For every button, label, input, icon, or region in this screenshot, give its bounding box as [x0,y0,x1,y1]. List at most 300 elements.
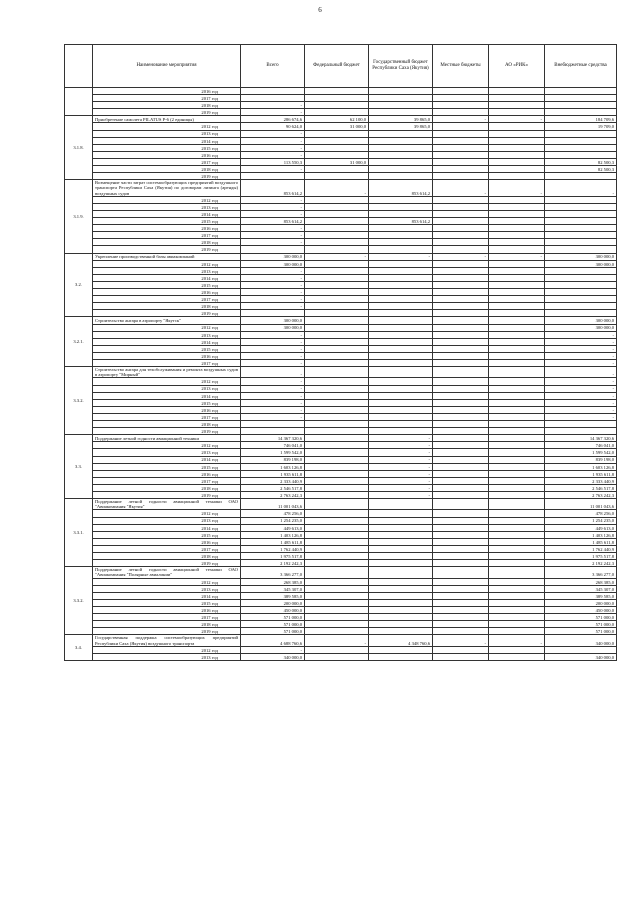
rik-cell [489,123,545,130]
table-row-item [65,499,617,510]
table-row-year [65,421,617,428]
table-row-year [65,345,617,352]
rik-cell [489,392,545,399]
total-cell: 853 614,2 [241,180,305,197]
year-label: 2017 год [93,95,241,102]
rik-cell [489,599,545,606]
republic-cell: 853 614,2 [369,218,433,225]
local-cell [433,331,489,338]
extra-cell [545,310,617,317]
local-cell [433,367,489,378]
republic-cell [369,88,433,95]
total-cell: - [241,211,305,218]
federal-cell [305,324,369,331]
local-cell: - [433,180,489,197]
local-cell [433,491,489,498]
measure-name: Укрепление производственной базы авиакомпаний [93,253,241,260]
rik-cell: - [489,116,545,123]
federal-cell [305,470,369,477]
total-cell: 300 000,0 [241,260,305,267]
year-label: 2019 год [93,173,241,180]
total-cell: - [241,367,305,378]
federal-cell [305,232,369,239]
total-cell: - [241,109,305,116]
total-cell: 113 550,3 [241,158,305,165]
extra-cell [545,239,617,246]
year-label: 2015 год [93,345,241,352]
table-row-item [65,116,617,123]
local-cell [433,628,489,635]
local-cell [433,109,489,116]
year-label: 2013 год [93,385,241,392]
federal-cell [305,578,369,585]
total-cell: 1 603 126,8 [241,463,305,470]
table-row-year [65,239,617,246]
header-extra: Внебюджетные средства [545,45,617,88]
rik-cell [489,456,545,463]
total-cell: 2 546 517,8 [241,484,305,491]
republic-cell [369,166,433,173]
rik-cell [489,267,545,274]
local-cell [433,378,489,385]
table-row-year [65,281,617,288]
table-row-year [65,203,617,210]
year-label: 2019 год [93,109,241,116]
local-cell [433,435,489,442]
extra-cell: 449 613,0 [545,524,617,531]
local-cell: - [433,635,489,646]
extra-cell: 1 254 235,0 [545,517,617,524]
table-row-year [65,413,617,420]
rik-cell [489,260,545,267]
federal-cell: - [305,253,369,260]
extra-cell: 82 500,3 [545,166,617,173]
table-row-item [65,567,617,578]
total-cell: 1 935 611,8 [241,470,305,477]
total-cell: 478 256,0 [241,510,305,517]
table-row-year [65,621,617,628]
table-row-year [65,289,617,296]
total-cell [241,421,305,428]
republic-cell [369,538,433,545]
republic-cell [369,296,433,303]
republic-cell: - [369,456,433,463]
federal-cell [305,531,369,538]
extra-cell: 2 546 517,8 [545,484,617,491]
table-row-year [65,123,617,130]
extra-cell: 2 763 242,3 [545,491,617,498]
table-row-year [65,463,617,470]
total-cell: - [241,359,305,366]
federal-cell [305,567,369,578]
year-label: 2012 год [93,578,241,585]
local-cell [433,421,489,428]
republic-cell: - [369,442,433,449]
table-row-year [65,628,617,635]
extra-cell: 389 585,0 [545,592,617,599]
year-label: 2015 год [93,144,241,151]
federal-cell [305,317,369,324]
rik-cell [489,218,545,225]
table-row-year [65,599,617,606]
local-cell [433,352,489,359]
federal-cell [305,449,369,456]
table-row-year [65,338,617,345]
page-number: 6 [318,6,322,14]
federal-cell [305,607,369,614]
table-row-year [65,592,617,599]
total-cell: - [241,130,305,137]
rik-cell [489,470,545,477]
rik-cell [489,95,545,102]
local-cell [433,303,489,310]
republic-cell: 39 865,0 [369,116,433,123]
local-cell [433,578,489,585]
rik-cell [489,338,545,345]
header-republic: Государственный бюджет Республики Саха (Якутия) [369,45,433,88]
extra-cell: 1 762 440,9 [545,545,617,552]
rik-cell [489,289,545,296]
year-label: 2016 год [93,225,241,232]
local-cell [433,470,489,477]
year-label: 2014 год [93,211,241,218]
total-cell: 853 614,2 [241,218,305,225]
republic-cell [369,421,433,428]
local-cell [433,211,489,218]
table-row-year [65,102,617,109]
rik-cell [489,88,545,95]
federal-cell [305,442,369,449]
rik-cell [489,428,545,435]
extra-cell: - [545,399,617,406]
republic-cell [369,545,433,552]
federal-cell: - [305,635,369,646]
local-cell [433,499,489,510]
year-label: 2014 год [93,274,241,281]
rik-cell [489,592,545,599]
local-cell [433,553,489,560]
header-federal: Федеральный бюджет [305,45,369,88]
republic-cell [369,428,433,435]
republic-cell: - [369,463,433,470]
total-cell: - [241,392,305,399]
table-row-year [65,158,617,165]
row-code: 3.3.1. [65,499,93,567]
total-cell: - [241,413,305,420]
federal-cell: 31 000,0 [305,123,369,130]
table-row-year [65,646,617,653]
federal-cell [305,621,369,628]
budget-table [64,44,617,661]
federal-cell [305,646,369,653]
extra-cell [545,144,617,151]
row-code: 3.4. [65,635,93,661]
header-total: Всего [241,45,305,88]
republic-cell [369,614,433,621]
federal-cell [305,592,369,599]
total-cell [241,95,305,102]
extra-cell [545,95,617,102]
rik-cell [489,621,545,628]
republic-cell [369,303,433,310]
year-label: 2012 год [93,196,241,203]
row-code: 3.3.2. [65,567,93,635]
extra-cell: - [545,338,617,345]
rik-cell [489,560,545,567]
total-cell: 300 000,0 [241,253,305,260]
total-cell: 286 674,6 [241,116,305,123]
local-cell [433,203,489,210]
year-label: 2013 год [93,267,241,274]
republic-cell [369,151,433,158]
republic-cell [369,607,433,614]
year-label: 2012 год [93,378,241,385]
local-cell [433,607,489,614]
local-cell [433,531,489,538]
year-label: 2013 год [93,517,241,524]
extra-cell: 839 198,0 [545,456,617,463]
local-cell [433,484,489,491]
republic-cell [369,95,433,102]
row-code: 3.3.2. [65,367,93,435]
federal-cell [305,166,369,173]
federal-cell [305,359,369,366]
table-row-year [65,607,617,614]
federal-cell [305,524,369,531]
local-cell [433,442,489,449]
extra-cell [545,428,617,435]
row-code: 3.2.1. [65,317,93,367]
local-cell [433,392,489,399]
federal-cell [305,628,369,635]
local-cell [433,246,489,253]
extra-cell: 345 307,0 [545,585,617,592]
rik-cell [489,385,545,392]
measure-name: Поддержание летной годности авиационной техники ОАО "Авиакомпания "Полярные авиалинии" [93,567,241,578]
total-cell: - [241,352,305,359]
republic-cell [369,144,433,151]
federal-cell [305,196,369,203]
row-code: 3.3. [65,435,93,499]
rik-cell [489,491,545,498]
republic-cell [369,406,433,413]
local-cell [433,538,489,545]
rik-cell [489,130,545,137]
total-cell: - [241,196,305,203]
republic-cell [369,173,433,180]
row-code: 3.1.9. [65,180,93,253]
year-label: 2018 год [93,484,241,491]
year-label: 2019 год [93,428,241,435]
row-code [65,88,93,116]
republic-cell [369,289,433,296]
total-cell: 1 599 542,0 [241,449,305,456]
federal-cell [305,614,369,621]
local-cell [433,545,489,552]
total-cell: 90 624,0 [241,123,305,130]
extra-cell: 1 403 126,8 [545,531,617,538]
republic-cell [369,653,433,660]
rik-cell [489,653,545,660]
federal-cell [305,338,369,345]
year-label: 2014 год [93,137,241,144]
federal-cell [305,477,369,484]
year-label: 2014 год [93,338,241,345]
table-row-year [65,585,617,592]
year-label: 2013 год [93,585,241,592]
federal-cell [305,296,369,303]
republic-cell [369,267,433,274]
year-label: 2019 год [93,310,241,317]
year-label: 2016 год [93,470,241,477]
federal-cell [305,130,369,137]
table-row-year [65,218,617,225]
total-cell: - [241,102,305,109]
table-row-year [65,95,617,102]
republic-cell [369,392,433,399]
local-cell [433,338,489,345]
republic-cell: - [369,253,433,260]
local-cell [433,317,489,324]
header-name: Наименование мероприятия [93,45,241,88]
rik-cell [489,203,545,210]
rik-cell [489,484,545,491]
rik-cell [489,274,545,281]
measure-name: Государственная поддержка системообразующих предприятий Республики Саха (Якутия) воздушного транспорта [93,635,241,646]
rik-cell [489,211,545,218]
republic-cell [369,281,433,288]
extra-cell: 571 000,0 [545,614,617,621]
extra-cell [545,196,617,203]
rik-cell: - [489,180,545,197]
rik-cell [489,517,545,524]
table-row-year [65,442,617,449]
local-cell [433,296,489,303]
local-cell [433,517,489,524]
total-cell [241,428,305,435]
rik-cell [489,442,545,449]
local-cell [433,463,489,470]
local-cell [433,274,489,281]
table-row-year [65,225,617,232]
total-cell: - [241,646,305,653]
table-row-year [65,392,617,399]
federal-cell [305,545,369,552]
extra-cell [545,102,617,109]
extra-cell: 571 000,0 [545,621,617,628]
total-cell: - [241,239,305,246]
total-cell: 571 000,0 [241,628,305,635]
table-row-year [65,352,617,359]
measure-name: Строительство ангара для техобслуживания и ремонта воздушных судов в аэропорту "Мирный" [93,367,241,378]
republic-cell [369,239,433,246]
rik-cell [489,109,545,116]
total-cell: 14 367 320,6 [241,435,305,442]
republic-cell [369,359,433,366]
rik-cell [489,303,545,310]
year-label: 2019 год [93,491,241,498]
extra-cell: 478 256,0 [545,510,617,517]
federal-cell [305,517,369,524]
table-row-year [65,331,617,338]
extra-cell: - [545,406,617,413]
republic-cell [369,553,433,560]
extra-cell [545,246,617,253]
rik-cell [489,524,545,531]
federal-cell [305,239,369,246]
rik-cell [489,545,545,552]
local-cell [433,560,489,567]
rik-cell [489,499,545,510]
total-cell: 340 000,0 [241,653,305,660]
republic-cell [369,338,433,345]
extra-cell: - [545,359,617,366]
federal-cell: 31 000,0 [305,158,369,165]
extra-cell: 268 385,0 [545,578,617,585]
republic-cell [369,578,433,585]
local-cell [433,653,489,660]
rik-cell [489,359,545,366]
republic-cell [369,246,433,253]
rik-cell [489,296,545,303]
republic-cell [369,385,433,392]
republic-cell: 4 348 760,6 [369,635,433,646]
total-cell: - [241,274,305,281]
table-row-item [65,317,617,324]
table-row-year [65,232,617,239]
measure-name: Поддержание летной годности авиационной техники [93,435,241,442]
total-cell: 571 000,0 [241,621,305,628]
table-row-year [65,449,617,456]
republic-cell [369,225,433,232]
table-row-year [65,531,617,538]
federal-cell [305,599,369,606]
local-cell [433,225,489,232]
rik-cell [489,367,545,378]
table-row-year [65,173,617,180]
year-label: 2017 год [93,158,241,165]
table-row-year [65,274,617,281]
table-row-item [65,253,617,260]
extra-cell: 2 192 242,3 [545,560,617,567]
local-cell [433,218,489,225]
local-cell [433,166,489,173]
extra-cell [545,296,617,303]
federal-cell [305,102,369,109]
rik-cell [489,225,545,232]
republic-cell [369,260,433,267]
republic-cell [369,130,433,137]
federal-cell: - [305,180,369,197]
total-cell: 2 333 440,9 [241,477,305,484]
total-cell: 2 192 242,3 [241,560,305,567]
rik-cell [489,331,545,338]
republic-cell [369,137,433,144]
year-label: 2013 год [93,130,241,137]
local-cell [433,567,489,578]
federal-cell [305,95,369,102]
local-cell [433,260,489,267]
federal-cell [305,456,369,463]
year-label: 2017 год [93,296,241,303]
local-cell [433,130,489,137]
federal-cell [305,553,369,560]
table-row-year [65,324,617,331]
republic-cell [369,352,433,359]
local-cell [433,413,489,420]
republic-cell [369,599,433,606]
extra-cell: 1 603 126,8 [545,463,617,470]
